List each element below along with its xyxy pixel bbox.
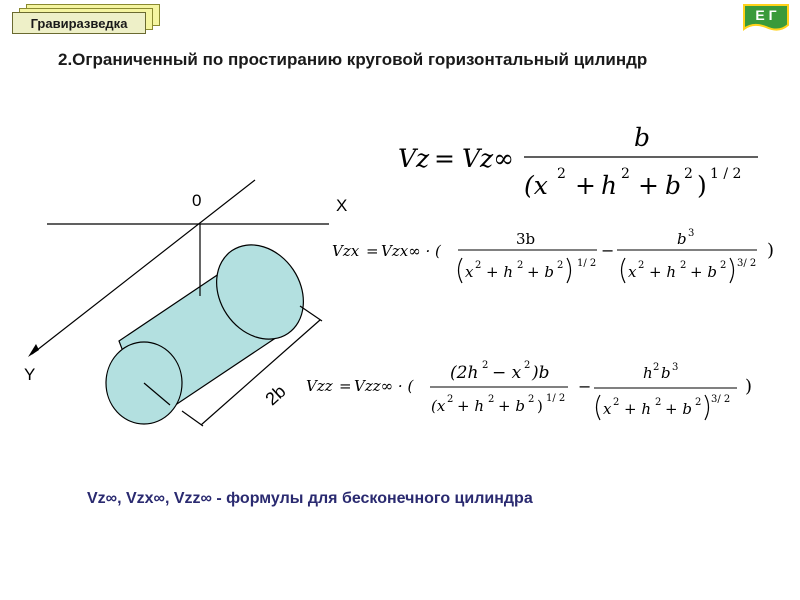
vzz-den1-h: + h — [457, 397, 484, 415]
vzz-rparen2 — [705, 395, 709, 420]
vzx-rhs: Vzx∞ · ( — [381, 242, 441, 260]
vzz-den2-sq2: 2 — [655, 397, 662, 408]
vz-rhs: Vz∞ — [462, 144, 515, 173]
vz-den-pow: 1 / 2 — [710, 166, 742, 182]
x-axis-label: X — [336, 196, 348, 215]
vzz-rhs: Vzz∞ · ( — [354, 377, 414, 395]
vzx-num1: 3b — [516, 230, 536, 248]
vzz-minus: − — [578, 377, 592, 396]
vzx-pow2: 3/ 2 — [737, 258, 757, 269]
y-axis-label: Y — [24, 365, 36, 384]
vzz-lhs: Vzz — [306, 377, 333, 395]
length-label: 2b — [261, 380, 290, 410]
vzz-den2-x: x — [603, 400, 612, 418]
vzz-den1-sq2: 2 — [488, 394, 495, 405]
vzz-eq: = — [339, 377, 352, 395]
vzz-num1-c: )b — [532, 363, 550, 383]
vzz-den2-b: + b — [665, 400, 692, 418]
vz-den-b: b — [665, 171, 682, 200]
vzx-den2-sq1: 2 — [638, 260, 645, 271]
vz-den-sq3: 2 — [684, 166, 693, 182]
vz-den-sq2: 2 — [621, 166, 630, 182]
vzx-den1-sq2: 2 — [517, 260, 524, 271]
vzz-lparen2 — [597, 395, 601, 420]
tag-label: Гравиразведка — [12, 12, 146, 34]
vzz-num1-a: (2h — [450, 363, 479, 383]
vzz-close: ) — [745, 376, 753, 397]
vzz-den2-sq1: 2 — [613, 397, 620, 408]
vzx-lhs: Vzx — [332, 242, 360, 260]
formula-vz — [398, 123, 758, 200]
vzz-num2-h: h — [643, 364, 653, 382]
badge-label: Е Г — [755, 7, 777, 23]
vz-den-x: (x — [524, 171, 548, 200]
vzx-minus: − — [601, 241, 615, 260]
vzx-num2-b: b — [677, 230, 687, 248]
dimension-tick-bottom — [182, 411, 203, 426]
vzx-close: ) — [767, 240, 775, 261]
slide-title: 2.Ограниченный по простиранию круговой горизонтальный цилиндр — [58, 50, 648, 69]
vzz-den2-sq3: 2 — [695, 397, 702, 408]
vzz-num2-b: b — [661, 364, 671, 382]
cylinder-diagram — [24, 180, 347, 426]
vzx-rparen1 — [567, 258, 571, 283]
vz-den-sq1: 2 — [557, 166, 566, 182]
vzz-num2-sq: 2 — [653, 362, 660, 373]
vzz-pow1: 1/ 2 — [546, 393, 566, 404]
vzx-num2-cube: 3 — [688, 228, 695, 239]
formula-vzz — [306, 360, 752, 420]
vzx-den1-sq1: 2 — [475, 260, 482, 271]
vzx-den2-h: + h — [649, 263, 676, 281]
vzz-den2-h: + h — [624, 400, 651, 418]
vz-eq: = — [434, 144, 455, 173]
vzx-den2-x: x — [628, 263, 637, 281]
vzz-den1-sq1: 2 — [447, 394, 454, 405]
vz-den-plus2: + — [638, 171, 659, 200]
origin-label: 0 — [192, 191, 202, 210]
formula-vzx — [332, 228, 774, 283]
vz-num: b — [634, 123, 651, 152]
vz-den-close: ) — [697, 171, 707, 200]
vzz-den1-sq3: 2 — [528, 394, 535, 405]
vzx-rparen2 — [730, 258, 734, 283]
y-axis-arrowhead — [28, 344, 39, 357]
vzx-den1-b: + b — [527, 263, 554, 281]
vzx-lparen1 — [459, 258, 463, 283]
vzz-num1-b: − x — [492, 363, 522, 383]
vzx-den2-sq2: 2 — [680, 260, 687, 271]
vzx-lparen2 — [622, 258, 626, 283]
vzz-num1-sq1: 2 — [482, 360, 489, 371]
vzx-den1-x: x — [465, 263, 474, 281]
vzx-pow1: 1/ 2 — [577, 258, 597, 269]
vzz-den1-x: (x — [431, 397, 446, 415]
vz-lhs: Vz — [398, 144, 430, 173]
vzx-den1-sq3: 2 — [557, 260, 564, 271]
vzz-den1-close: ) — [537, 397, 543, 415]
vzx-den2-sq3: 2 — [720, 260, 727, 271]
vzx-eq: = — [366, 242, 379, 260]
vzz-pow2: 3/ 2 — [711, 394, 731, 405]
vz-den-plus1: + — [575, 171, 596, 200]
vzz-num2-cube: 3 — [672, 362, 679, 373]
vz-den-h: h — [601, 171, 618, 200]
vzx-den2-b: + b — [690, 263, 717, 281]
vzz-den1-b: + b — [498, 397, 525, 415]
vzx-den1-h: + h — [486, 263, 513, 281]
footer-note: Vz∞, Vzx∞, Vzz∞ - формулы для бесконечного цилиндра — [87, 490, 533, 507]
vzz-num1-sq2: 2 — [524, 360, 531, 371]
dimension-tick-top — [300, 306, 322, 321]
